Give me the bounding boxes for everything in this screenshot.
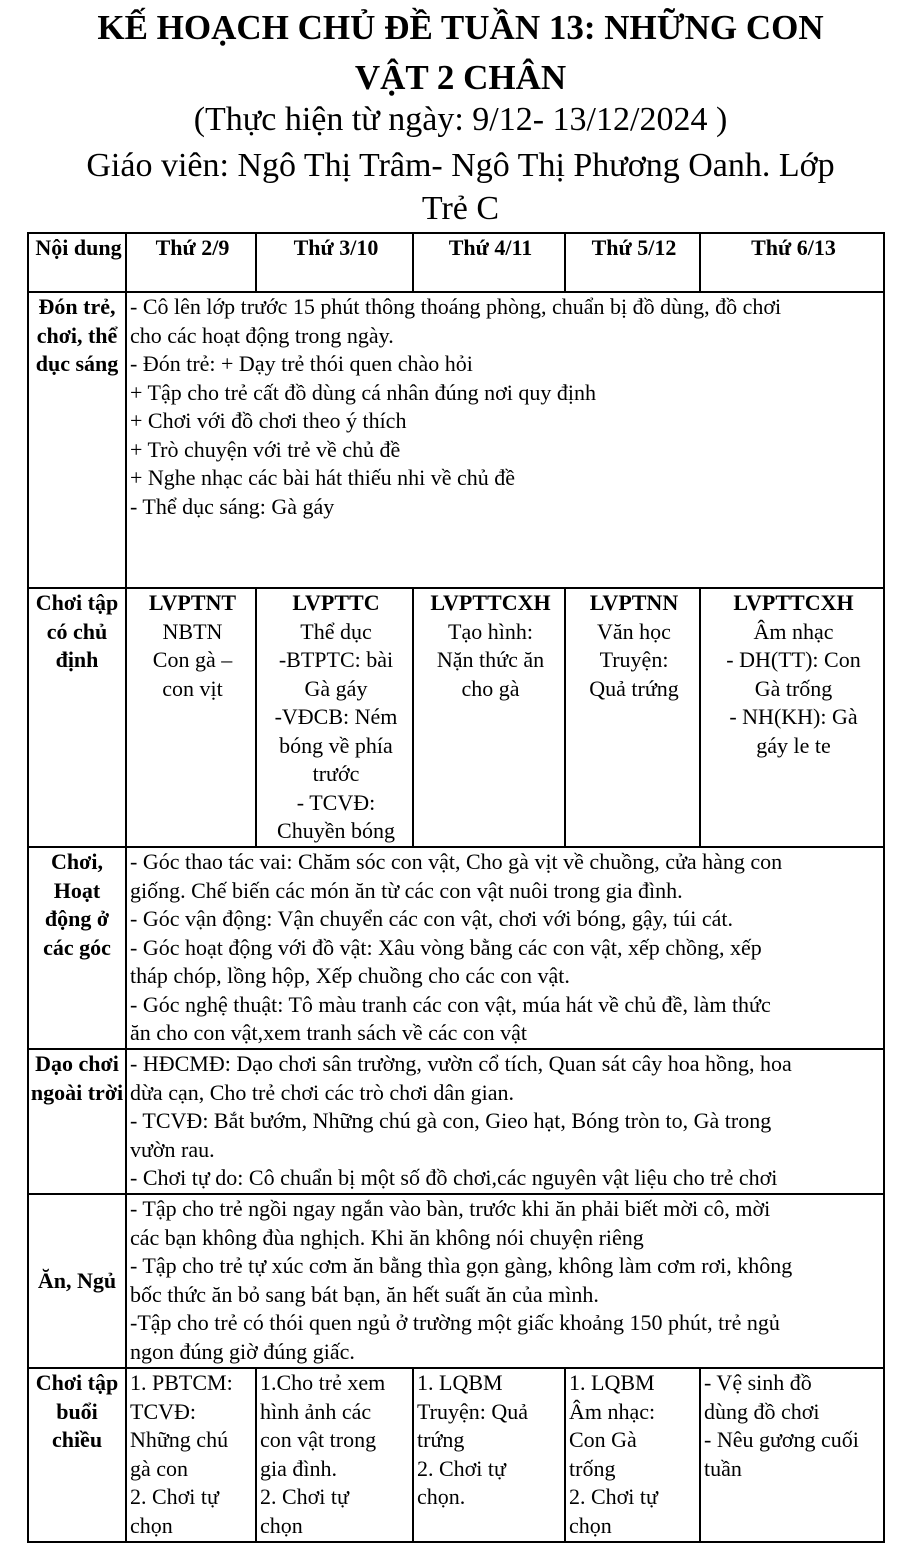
afternoon-line: tuần — [704, 1455, 742, 1481]
eat-sleep-line: ngon đúng giờ đúng giấc. — [130, 1338, 355, 1364]
activity-line: - DH(TT): Con — [726, 647, 861, 672]
morning-line: + Chơi với đồ chơi theo ý thích — [130, 408, 407, 433]
activity-line: cho gà — [461, 675, 520, 701]
eat-sleep-line: - Tập cho trẻ ngồi ngay ngắn vào bàn, trước khi ăn phải biết mời cô, mời — [130, 1196, 771, 1221]
morning-line: + Tập cho trẻ cất đồ dùng cá nhân đúng nơi quy định — [130, 379, 596, 405]
eat-sleep-line: - Tập cho trẻ tự xúc cơm ăn bằng thìa gọn gàng, không làm cơm rơi, không — [130, 1253, 793, 1278]
afternoon-thursday — [565, 1368, 700, 1542]
afternoon-monday — [126, 1368, 256, 1542]
activity-line: con vịt — [162, 675, 223, 701]
row-afternoon-play — [28, 1368, 884, 1542]
activity-line: Truyện: — [599, 647, 669, 672]
title-line-2: VẬT 2 CHÂN — [354, 58, 567, 97]
afternoon-line: gia đình. — [260, 1455, 337, 1481]
row-directed-play — [28, 588, 884, 847]
corner-line: ăn cho con vật,xem tranh sách về các con vật — [130, 1020, 528, 1045]
directed-play-friday — [700, 588, 884, 847]
outdoor-content — [126, 1049, 884, 1194]
morning-line: cho các hoạt động trong ngày. — [130, 322, 394, 348]
row-corner-activities — [28, 847, 884, 1049]
afternoon-line: 1. LQBM — [569, 1370, 655, 1395]
afternoon-line: trứng — [417, 1427, 465, 1452]
afternoon-line: chọn — [569, 1512, 612, 1538]
afternoon-line: Những chú — [130, 1427, 229, 1452]
activity-line: Gà trống — [754, 675, 833, 701]
afternoon-line: chọn — [260, 1512, 303, 1538]
directed-play-thursday — [565, 588, 700, 847]
corner-line: - Góc nghệ thuật: Tô màu tranh các con vật, múa hát về chủ đề, làm thức — [130, 991, 771, 1017]
header-row — [28, 233, 884, 292]
morning-line: - Cô lên lớp trước 15 phút thông thoáng phòng, chuẩn bị đồ dùng, đồ chơi — [130, 294, 782, 319]
corner-line: giống. Chế biến các món ăn từ các con vật nuôi trong gia đình. — [130, 877, 683, 903]
afternoon-line: 2. Chơi tự — [260, 1484, 349, 1509]
directed-play-wednesday — [413, 588, 565, 847]
morning-line: + Nghe nhạc các bài hát thiếu nhi về chủ đề — [130, 465, 516, 490]
afternoon-line: 2. Chơi tự — [417, 1455, 506, 1481]
corners-content — [126, 847, 884, 1049]
activity-line: - TCVĐ: — [296, 789, 376, 815]
activity-line: bóng về phía — [279, 732, 393, 758]
row-outdoor-play — [28, 1049, 884, 1194]
header-content: Nội dung — [28, 233, 126, 292]
afternoon-line: 1.Cho trẻ xem — [260, 1370, 386, 1395]
morning-line: - Đón trẻ: + Dạy trẻ thói quen chào hỏi — [130, 351, 473, 376]
afternoon-line: Con Gà — [569, 1427, 637, 1452]
afternoon-line: chọn — [130, 1512, 173, 1538]
outdoor-line: vườn rau. — [130, 1136, 215, 1162]
activity-line: - NH(KH): Gà — [729, 704, 858, 729]
morning-content — [126, 292, 884, 588]
row-label-outdoor: Dạo chơi ngoài trời — [28, 1049, 126, 1194]
afternoon-line: TCVĐ: — [130, 1398, 196, 1424]
eat-sleep-line: -Tập cho trẻ có thói quen ngủ ở trường một giấc khoảng 150 phút, trẻ ngủ — [130, 1310, 780, 1335]
activity-line: Quả trứng — [589, 675, 679, 701]
activity-line: Thể dục — [300, 618, 372, 644]
activity-line: Con gà – — [152, 647, 233, 672]
date-range: (Thực hiện từ ngày: 9/12- 13/12/2024 ) — [193, 101, 728, 138]
activity-line: -BTPTC: bài — [278, 647, 394, 672]
morning-line: + Trò chuyện với trẻ về chủ đề — [130, 436, 401, 462]
row-label-morning: Đón trẻ, chơi, thể dục sáng — [28, 292, 126, 588]
row-label-directed-play: Chơi tập có chủ định — [28, 588, 126, 847]
activity-line: trước — [312, 761, 360, 786]
afternoon-line: hình ảnh các — [260, 1398, 372, 1424]
afternoon-line: con vật trong — [260, 1427, 377, 1452]
morning-line: - Thể dục sáng: Gà gáy — [130, 493, 335, 519]
weekly-plan-table — [27, 232, 885, 1543]
afternoon-friday — [700, 1368, 884, 1542]
row-label-corners: Chơi, Hoạt động ở các góc — [28, 847, 126, 1049]
afternoon-wednesday — [413, 1368, 565, 1542]
directed-play-monday — [126, 588, 256, 847]
outdoor-line: - TCVĐ: Bắt bướm, Những chú gà con, Gieo hạt, Bóng tròn to, Gà trong — [130, 1108, 772, 1133]
activity-line: NBTN — [162, 618, 223, 644]
outdoor-line: - Chơi tự do: Cô chuẩn bị một số đồ chơi,các nguyên vật liệu cho trẻ chơi — [130, 1165, 778, 1190]
activity-line: -VĐCB: Ném — [274, 704, 398, 729]
activity-domain: LVPTNN — [589, 590, 679, 615]
outdoor-line: - HĐCMĐ: Dạo chơi sân trường, vườn cổ tích, Quan sát cây hoa hồng, hoa — [130, 1051, 792, 1076]
afternoon-line: gà con — [130, 1455, 189, 1481]
activity-line: Tạo hình: — [448, 618, 533, 644]
activity-domain: LVPTTCXH — [430, 590, 551, 615]
header-tuesday: Thứ 3/10 — [256, 233, 413, 292]
afternoon-line: - Nêu gương cuối — [704, 1427, 859, 1452]
activity-domain: LVPTTC — [292, 590, 380, 615]
afternoon-line: Truyện: Quả — [417, 1398, 529, 1424]
corner-line: - Góc vận động: Vận chuyển các con vật, chơi với bóng, gậy, túi cát. — [130, 906, 734, 931]
activity-line: Âm nhạc — [753, 618, 834, 644]
afternoon-line: 2. Chơi tự — [569, 1484, 658, 1509]
afternoon-line: 1. LQBM — [417, 1370, 503, 1395]
afternoon-line: 2. Chơi tự — [130, 1484, 219, 1509]
activity-line: gáy le te — [756, 732, 831, 758]
activity-line: Nặn thức ăn — [436, 647, 545, 672]
teachers-line-2: Trẻ C — [421, 190, 500, 227]
header-thursday: Thứ 5/12 — [565, 233, 700, 292]
row-morning-reception — [28, 292, 884, 588]
afternoon-line: trống — [569, 1455, 616, 1481]
afternoon-line: dùng đồ chơi — [704, 1398, 820, 1424]
afternoon-line: chọn. — [417, 1484, 466, 1509]
eat-sleep-line: bốc thức ăn bỏ sang bát bạn, ăn hết suất ăn của mình. — [130, 1281, 599, 1307]
header-wednesday: Thứ 4/11 — [413, 233, 565, 292]
activity-domain: LVPTNT — [148, 590, 237, 615]
afternoon-line: 1. PBTCM: — [130, 1370, 233, 1395]
teachers-line-1: Giáo viên: Ngô Thị Trâm- Ngô Thị Phương Oanh. Lớp — [86, 147, 835, 184]
activity-line: Chuyền bóng — [277, 818, 395, 843]
afternoon-line: Âm nhạc: — [569, 1398, 656, 1424]
corner-line: - Góc hoạt động với đồ vật: Xâu vòng bằng các con vật, xếp chồng, xếp — [130, 934, 762, 960]
activity-line: Văn học — [597, 618, 671, 644]
outdoor-line: dừa cạn, Cho trẻ chơi các trò chơi dân gian. — [130, 1079, 514, 1105]
eat-sleep-line: các bạn không đùa nghịch. Khi ăn không nói chuyện riêng — [130, 1224, 644, 1250]
afternoon-tuesday — [256, 1368, 413, 1542]
eat-sleep-content — [126, 1194, 884, 1368]
row-label-eat-sleep: Ăn, Ngủ — [28, 1194, 126, 1368]
title-line-1: KẾ HOẠCH CHỦ ĐỀ TUẦN 13: NHỮNG CON — [97, 8, 824, 47]
afternoon-line: - Vệ sinh đồ — [704, 1370, 812, 1395]
activity-line: Gà gáy — [304, 675, 368, 701]
directed-play-tuesday — [256, 588, 413, 847]
header-friday: Thứ 6/13 — [700, 233, 884, 292]
corner-line: - Góc thao tác vai: Chăm sóc con vật, Cho gà vịt về chuồng, cửa hàng con — [130, 849, 783, 874]
corner-line: tháp chóp, lồng hộp, Xếp chuồng cho các con vật. — [130, 963, 570, 988]
row-label-afternoon: Chơi tập buổi chiều — [28, 1368, 126, 1542]
activity-domain: LVPTTCXH — [733, 590, 854, 615]
header-monday: Thứ 2/9 — [126, 233, 256, 292]
row-eat-sleep — [28, 1194, 884, 1368]
